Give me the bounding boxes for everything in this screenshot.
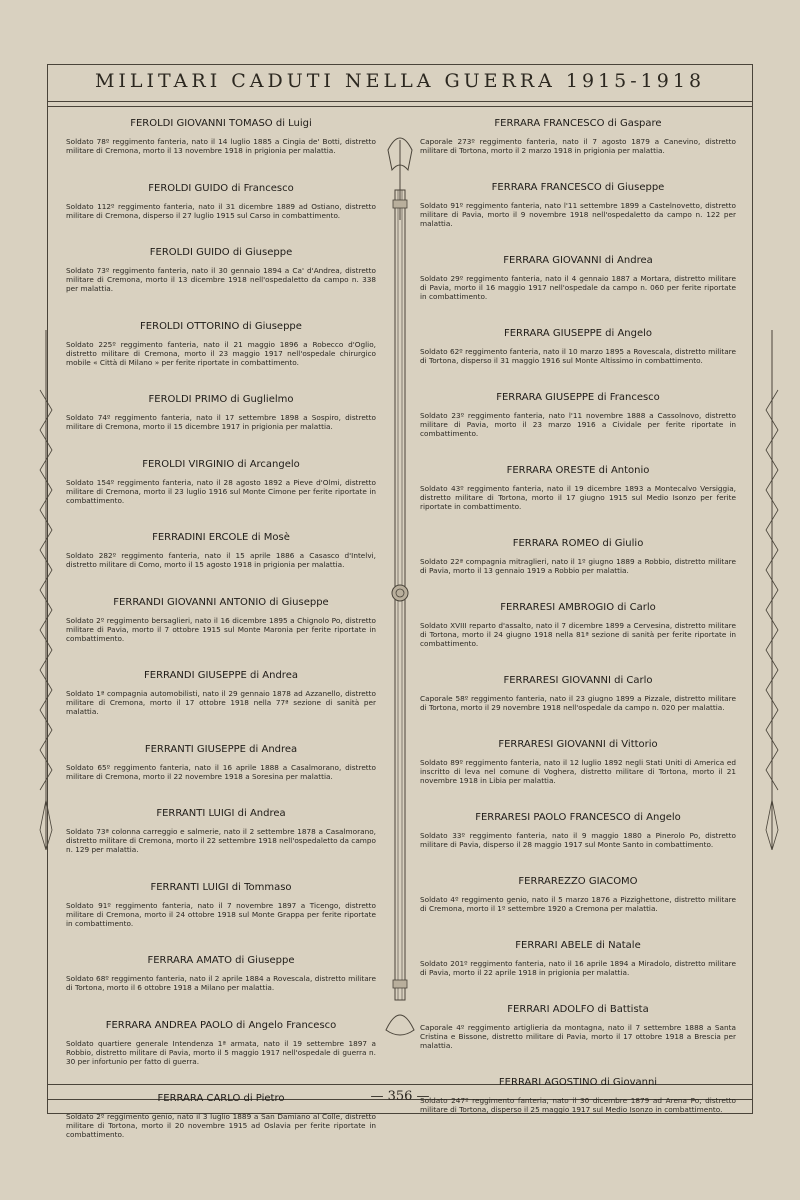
soldier-record: Soldato 65º reggimento fanteria, nato il 16 aprile 1888 a Casalmorano, distretto militare di Cremona, morto il 22 novembre 1918 a Soresina per malattia. xyxy=(66,762,376,781)
soldier-name: FEROLDI GUIDO di Francesco xyxy=(148,182,294,194)
medallion-icon xyxy=(391,584,409,602)
soldier-record: Caporale 58º reggimento fanteria, nato il 23 giugno 1899 a Pizzale, distretto militare di Tortona, morto il 29 novembre 1918 nell'ospedale da campo n. 020 per malattia. xyxy=(420,694,736,712)
soldier-entry xyxy=(66,118,376,155)
soldier-name: FERRARESI AMBROGIO di Carlo xyxy=(500,602,656,613)
soldier-record: Soldato 91º reggimento fanteria, nato il 7 novembre 1897 a Ticengo, distretto militare di Cremona, morto il 24 ottobre 1918 sul Monte Grappa per ferite riportate in combattimento. xyxy=(66,900,376,928)
soldier-entry xyxy=(420,182,736,228)
soldier-name: FERRANTI GIUSEPPE di Andrea xyxy=(144,743,298,755)
soldier-name: FERRANTI LUIGI di Tommaso xyxy=(150,881,292,893)
soldier-entry xyxy=(66,247,376,293)
soldier-name: FEROLDI PRIMO di Guglielmo xyxy=(148,394,294,405)
soldier-record: Soldato 74º reggimento fanteria, nato il 17 settembre 1898 a Sospiro, distretto militare di Cremona, morto il 15 dicembre 1917 in prigionia per malattia. xyxy=(66,413,376,431)
soldier-record: Soldato 43º reggimento fanteria, nato il 19 dicembre 1893 a Montecalvo Versiggia, distretto militare di Tortona, morto il 17 giugno 1915 sul Medio Isonzo per ferite riportate in combattimento. xyxy=(420,484,736,511)
soldier-entry xyxy=(66,183,376,220)
soldier-record: Soldato 33º reggimento fanteria, nato il 9 maggio 1880 a Pinerolo Po, distretto militare di Pavia, disperso il 28 maggio 1917 sul Monte Santo in combattimento. xyxy=(420,831,736,849)
soldier-entry xyxy=(420,739,736,785)
soldier-entry xyxy=(66,670,376,716)
soldier-entry xyxy=(66,394,376,431)
side-fasces-right-icon xyxy=(762,330,782,850)
soldier-name: FERRARA FRANCESCO di Gaspare xyxy=(494,118,662,129)
soldier-record: Soldato 68º reggimento fanteria, nato il 2 aprile 1884 a Rovescala, distretto militare di Tortona, morto il 6 ottobre 1918 a Milano per malattia. xyxy=(66,974,376,992)
soldier-record: Soldato 2º reggimento genio, nato il 3 luglio 1889 a San Damiano al Colle, distretto militare di Tortona, morto il 20 novembre 1915 ad Oslavia per ferite riportate in combattimento. xyxy=(66,1112,376,1139)
soldier-entry xyxy=(420,675,736,712)
soldier-entry xyxy=(420,255,736,301)
soldier-record: Soldato 73ª colonna carreggio e salmerie, nato il 2 settembre 1878 a Casalmorano, distretto militare di Cremona, morto il 22 settembre 1918 nell'ospedaletto da campo n. 129 per malattia. xyxy=(66,827,376,854)
soldier-entry xyxy=(420,876,736,913)
soldier-entry xyxy=(66,808,376,854)
soldier-entry xyxy=(66,1020,376,1066)
soldier-name: FERRARESI GIOVANNI di Carlo xyxy=(503,675,653,686)
page-number: — 356 — xyxy=(370,1089,430,1104)
soldier-record: Soldato 91º reggimento fanteria, nato l'11 settembre 1899 a Castelnovetto, distretto militare di Pavia, morto il 9 novembre 1918 nell'ospedaletto da campo n. 122 per malattia. xyxy=(420,201,736,228)
soldier-entry xyxy=(66,882,376,928)
soldier-name: FERRARA ROMEO di Giulio xyxy=(512,538,644,549)
soldier-record: Soldato 247º reggimento fanteria, nato il 30 dicembre 1879 ad Arena Po, distretto militare di Tortona, disperso il 25 maggio 1917 sul Medio Isonzo in combattimento. xyxy=(420,1096,736,1114)
soldier-entry xyxy=(420,602,736,648)
side-fasces-left-icon xyxy=(36,330,56,850)
soldier-entry xyxy=(66,955,376,992)
page-title: MILITARI CADUTI NELLA GUERRA 1915-1918 xyxy=(94,70,706,92)
soldier-name: FERRANTI LUIGI di Andrea xyxy=(156,808,286,819)
soldier-entry xyxy=(420,465,736,511)
soldier-name: FERRARESI PAOLO FRANCESCO di Angelo xyxy=(475,812,681,823)
soldier-name: FEROLDI VIRGINIO di Arcangelo xyxy=(142,458,300,470)
soldier-record: Soldato 22ª compagnia mitraglieri, nato il 1º giugno 1889 a Robbio, distretto militare di Pavia, morto il 13 gennaio 1919 a Robbio per malattia. xyxy=(420,557,736,575)
soldier-record: Soldato 89º reggimento fanteria, nato il 12 luglio 1892 negli Stati Uniti di America ed inscritto di leva nel comune di Voghera, distretto militare di Tortona, morto il 21 novembre 1918 in Libia per malattia. xyxy=(420,758,736,785)
soldier-record: Soldato 78º reggimento fanteria, nato il 14 luglio 1885 a Cingia de' Botti, distretto militare di Cremona, morto il 13 novembre 1918 in prigionia per malattia. xyxy=(66,137,376,155)
soldier-name: FEROLDI GUIDO di Giuseppe xyxy=(149,247,293,258)
header-rule xyxy=(47,101,753,102)
soldier-name: FERRARA ANDREA PAOLO di Angelo Francesco xyxy=(105,1019,337,1031)
soldier-record: Caporale 273º reggimento fanteria, nato il 7 agosto 1879 a Canevino, distretto militare di Tortona, morto il 2 marzo 1918 in prigionia per malattia. xyxy=(420,137,736,155)
soldier-record: Soldato 1ª compagnia automobilisti, nato il 29 gennaio 1878 ad Azzanello, distretto militare di Cremona, morto il 17 ottobre 1918 nella 77ª sezione di sanità per malattia. xyxy=(66,689,376,716)
soldier-entry xyxy=(420,1004,736,1050)
soldier-name: FERRADINI ERCOLE di Mosè xyxy=(152,532,290,543)
soldier-name: FERRARI AGOSTINO di Giovanni xyxy=(498,1077,658,1088)
soldier-record: Soldato 2º reggimento bersaglieri, nato il 16 dicembre 1895 a Chignolo Po, distretto militare di Pavia, morto il 7 ottobre 1915 sul Monte Maronia per ferite riportate in combattimento. xyxy=(66,615,376,643)
soldier-name: FERRARI ABELE di Natale xyxy=(515,940,641,951)
right-column xyxy=(420,118,736,1141)
soldier-name: FERRARI ADOLFO di Battista xyxy=(507,1004,649,1015)
soldier-record: Soldato 62º reggimento fanteria, nato il 10 marzo 1895 a Rovescala, distretto militare di Tortona, disperso il 31 maggio 1916 sul Monte Altissimo in combattimento. xyxy=(420,347,736,365)
header-rule-double xyxy=(47,106,753,107)
soldier-entry xyxy=(66,597,376,643)
soldier-record: Soldato 4º reggimento genio, nato il 5 marzo 1876 a Pizzighettone, distretto militare di Cremona, morto il 1º settembre 1920 a Cremona per malattia. xyxy=(420,895,736,913)
soldier-entry xyxy=(66,532,376,569)
soldier-name: FERRARA GIUSEPPE di Angelo xyxy=(503,328,653,339)
soldier-record: Soldato 73º reggimento fanteria, nato il 30 gennaio 1894 a Ca' d'Andrea, distretto militare di Cremona, morto il 13 dicembre 1918 nell'ospedaletto da campo n. 338 per malattia. xyxy=(66,266,376,293)
soldier-name: FEROLDI OTTORINO di Giuseppe xyxy=(140,320,302,332)
soldier-record: Soldato 29º reggimento fanteria, nato il 4 gennaio 1887 a Mortara, distretto militare di Pavia, morto il 16 maggio 1917 nell'ospedale da campo n. 060 per ferite riportate in combattimento. xyxy=(420,274,736,301)
soldier-entry xyxy=(66,321,376,367)
soldier-record: Soldato quartiere generale Intendenza 1ª armata, nato il 19 settembre 1897 a Robbio, distretto militare di Pavia, morto il 5 maggio 1917 nell'ospedale di guerra n. 30 per infortunio per fatto di guerra. xyxy=(66,1038,376,1066)
soldier-entry xyxy=(420,812,736,849)
soldier-name: FEROLDI GIOVANNI TOMASO di Luigi xyxy=(130,118,312,129)
soldier-entry xyxy=(66,744,376,781)
soldier-name: FERRARA AMATO di Giuseppe xyxy=(147,955,295,966)
soldier-entry xyxy=(66,459,376,505)
soldier-record: Soldato 23º reggimento fanteria, nato l'11 novembre 1888 a Cassolnovo, distretto militare di Pavia, morto il 23 marzo 1916 a Cividale per ferite riportate in combattimento. xyxy=(420,411,736,438)
soldier-record: Soldato XVIII reparto d'assalto, nato il 7 dicembre 1899 a Cervesina, distretto militare di Tortona, morto il 24 giugno 1918 nella 81ª sezione di sanità per ferite riportate in combattimento. xyxy=(420,621,736,648)
soldier-record: Soldato 282º reggimento fanteria, nato il 15 aprile 1886 a Casasco d'Intelvi, distretto militare di Como, morto il 15 agosto 1918 in prigionia per malattia. xyxy=(66,551,376,569)
soldier-name: FERRANDI GIOVANNI ANTONIO di Giuseppe xyxy=(113,596,329,608)
left-column xyxy=(66,118,376,1167)
soldier-name: FERRAREZZO GIACOMO xyxy=(518,876,638,887)
soldier-record: Soldato 201º reggimento fanteria, nato il 16 aprile 1894 a Miradolo, distretto militare di Pavia, morto il 22 aprile 1918 in prigionia per malattia. xyxy=(420,959,736,977)
soldier-name: FERRARA GIOVANNI di Andrea xyxy=(503,255,653,266)
soldier-record: Soldato 154º reggimento fanteria, nato il 28 agosto 1892 a Pieve d'Olmi, distretto militare di Cremona, morto il 23 luglio 1916 sul Monte Cimone per ferite riportate in combattimento. xyxy=(66,477,376,505)
soldier-entry xyxy=(420,118,736,155)
soldier-name: FERRARA FRANCESCO di Giuseppe xyxy=(491,182,665,193)
soldier-name: FERRARESI GIOVANNI di Vittorio xyxy=(498,739,658,750)
soldier-name: FERRARA GIUSEPPE di Francesco xyxy=(496,392,660,403)
soldier-name: FERRARA CARLO di Pietro xyxy=(157,1093,285,1104)
soldier-entry xyxy=(420,392,736,438)
soldier-record: Caporale 4º reggimento artiglieria da montagna, nato il 7 settembre 1888 a Santa Cristina e Bissone, distretto militare di Pavia, morto il 17 ottobre 1918 a Brescia per malattia. xyxy=(420,1023,736,1050)
soldier-record: Soldato 112º reggimento fanteria, nato il 31 dicembre 1889 ad Ostiano, distretto militare di Cremona, disperso il 27 luglio 1915 sul Carso in combattimento. xyxy=(66,201,376,220)
soldier-record: Soldato 225º reggimento fanteria, nato il 21 maggio 1896 a Robecco d'Oglio, distretto militare di Cremona, morto il 23 maggio 1917 nell'ospedale chirurgico mobile « Città di Milano » per ferite riportate in combattimento. xyxy=(66,339,376,367)
soldier-entry xyxy=(420,328,736,365)
soldier-entry xyxy=(420,538,736,575)
soldier-entry xyxy=(420,940,736,977)
soldier-name: FERRARA ORESTE di Antonio xyxy=(506,465,650,476)
soldier-name: FERRANDI GIUSEPPE di Andrea xyxy=(144,670,298,681)
